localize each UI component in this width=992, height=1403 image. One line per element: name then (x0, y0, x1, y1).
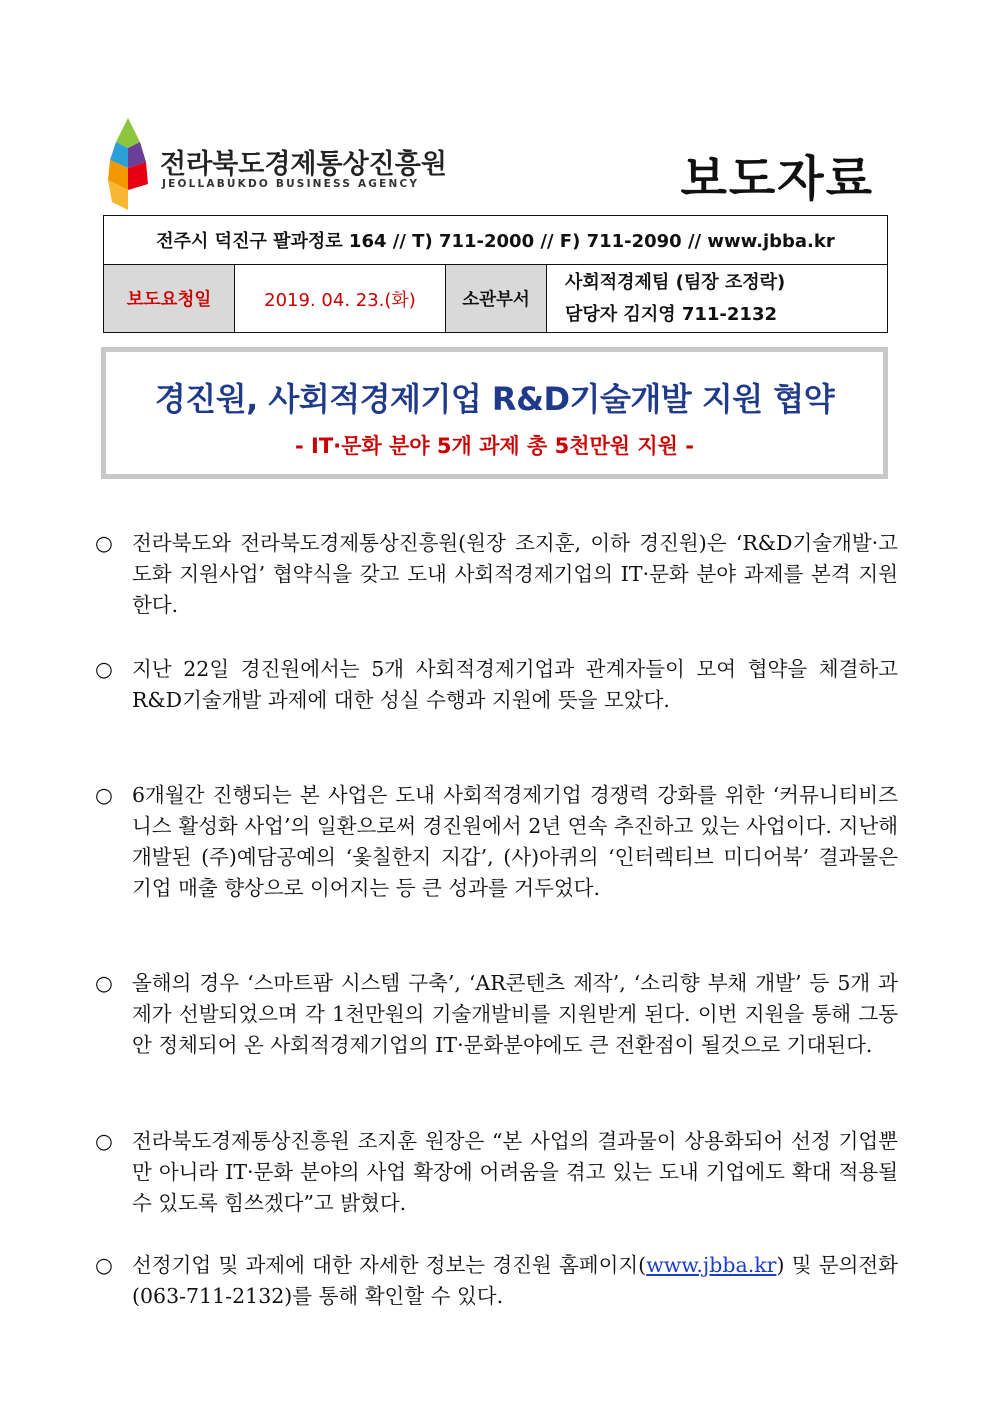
info-table (103, 215, 888, 333)
agency-logo (108, 118, 447, 218)
request-date-value: 2019. 04. 23.(화) (235, 265, 446, 333)
headline-title: 경진원, 사회적경제기업 R&D기술개발 지원 협약 (154, 380, 835, 418)
paragraph-2-text: 지난 22일 경진원에서는 5개 사회적경제기업과 관계자들이 모여 협약을 체결하고 R&D기술개발 과제에 대한 성실 수행과 지원에 뜻을 모았다. (132, 657, 898, 712)
bullet-circle-icon: ○ (95, 1253, 113, 1277)
paragraph-2 (95, 654, 898, 716)
bullet-circle-icon: ○ (95, 783, 113, 807)
paragraph-4-text: 올해의 경우 ‘스마트팜 시스템 구축’, ‘AR콘텐츠 제작’, ‘소리향 부채 개발’ 등 5개 과제가 선발되었으며 각 1천만원의 기술개발비를 지원받게 된다. 이번 지원을 통해 그동안 정체되어 온 사회적경제기업의 IT·문화분야에도 큰 전환점이 될것으로 기대된다. (132, 971, 898, 1057)
paragraph-5-text: 전라북도경제통상진흥원 조지훈 원장은 “본 사업의 결과물이 상용화되어 선정 기업뿐만 아니라 IT·문화 분야의 사업 확장에 어려움을 겪고 있는 도내 기업에도 확대 적용될 수 있도록 힘쓰겠다”고 밝혔다. (132, 1129, 898, 1215)
agency-logo-mark-icon (108, 118, 158, 218)
org-name-english: JEOLLABUKDO BUSINESS AGENCY (162, 178, 420, 190)
paragraph-1 (95, 528, 898, 621)
bullet-circle-icon: ○ (95, 1129, 113, 1153)
bullet-circle-icon: ○ (95, 531, 113, 555)
department-team: 사회적경제팀 (팀장 조정락) (565, 271, 786, 293)
paragraph-6 (95, 1250, 898, 1312)
department-value (547, 265, 888, 333)
document-type-title: 보도자료 (680, 151, 874, 207)
paragraph-6-text-after: ) 및 문의전화(063-711-2132)를 통해 확인할 수 있다. (132, 1253, 898, 1308)
contact-line: 전주시 덕진구 팔과정로 164 // T) 711-2000 // F) 711-2090 // www.jbba.kr (104, 216, 888, 265)
paragraph-3-text: 6개월간 진행되는 본 사업은 도내 사회적경제기업 경쟁력 강화를 위한 ‘커뮤니티비즈니스 활성화 사업’의 일환으로써 경진원에서 2년 연속 추진하고 있는 사업이다. 지난해 개발된 (주)예담공예의 ‘옻칠한지 지갑’, (사)아퀴의 ‘인터렉티브 미디어북’ 결과물은 기업 매출 향상으로 이어지는 등 큰 성과를 거두었다. (132, 783, 898, 900)
bullet-circle-icon: ○ (95, 971, 113, 995)
department-label: 소관부서 (446, 265, 547, 333)
headline-box (101, 347, 888, 479)
bullet-circle-icon: ○ (95, 657, 113, 681)
paragraph-5 (95, 1126, 898, 1219)
department-contact-person: 담당자 김지영 711-2132 (565, 303, 778, 325)
paragraph-4 (95, 968, 898, 1061)
org-name-korean: 전라북도경제통상진흥원 (160, 149, 447, 180)
paragraph-1-text: 전라북도와 전라북도경제통상진흥원(원장 조지훈, 이하 경진원)은 ‘R&D기술개발·고도화 지원사업’ 협약식을 갖고 도내 사회적경제기업의 IT·문화 분야 과제를 본격 지원한다. (132, 531, 898, 617)
paragraph-3 (95, 780, 898, 904)
homepage-link[interactable]: www.jbba.kr (646, 1253, 777, 1277)
request-date-label: 보도요청일 (104, 265, 235, 333)
headline-subtitle: - IT·문화 분야 5개 과제 총 5천만원 지원 - (295, 434, 694, 458)
paragraph-6-text-before: 선정기업 및 과제에 대한 자세한 정보는 경진원 홈페이지( (132, 1253, 647, 1277)
